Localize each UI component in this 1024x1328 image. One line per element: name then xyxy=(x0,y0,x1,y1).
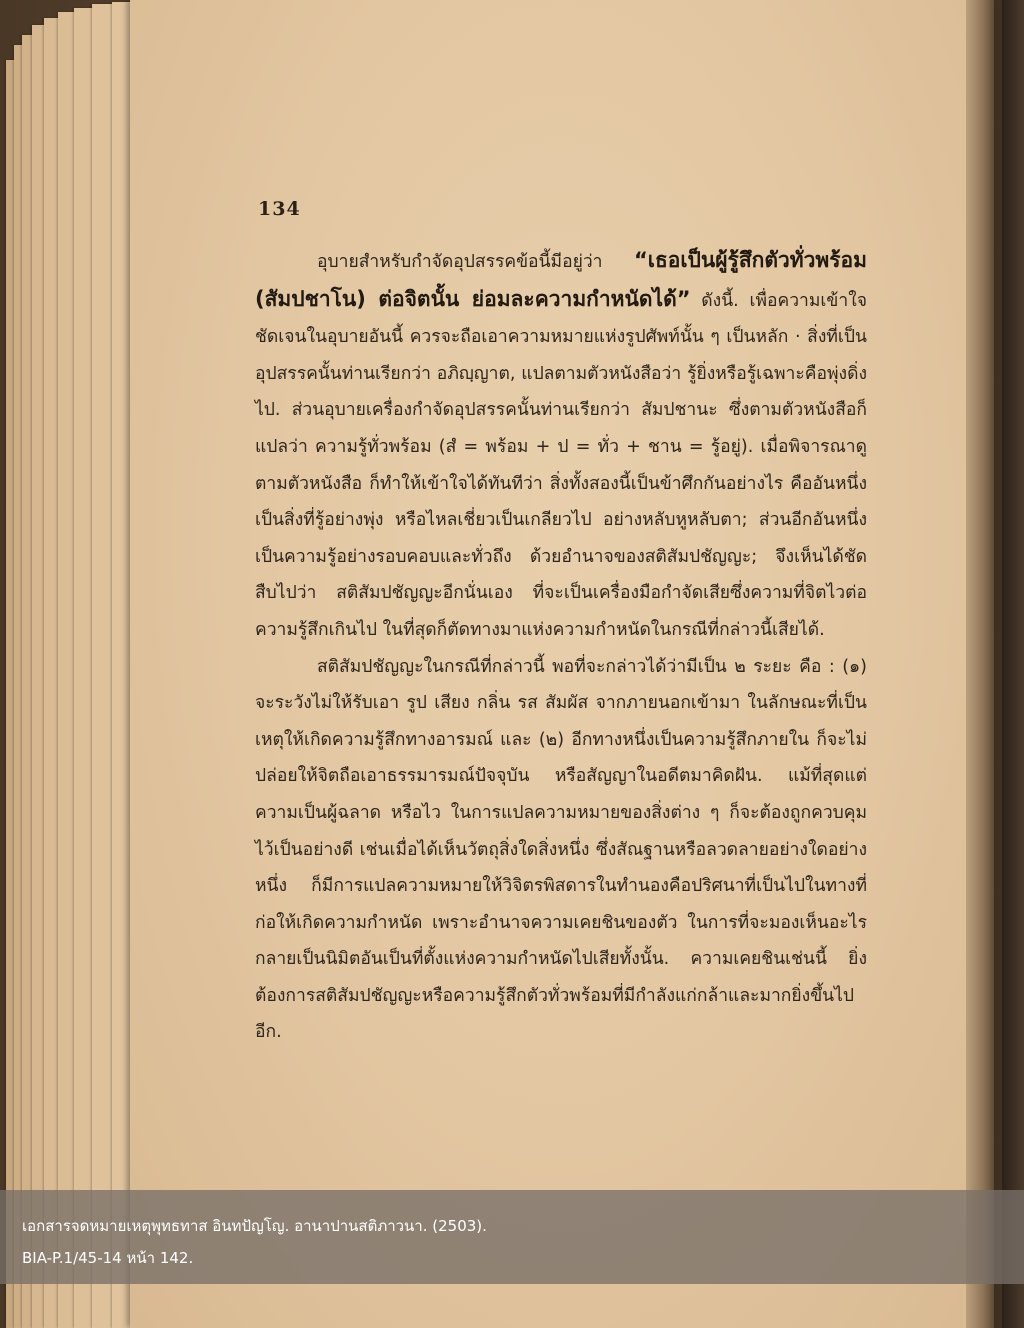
paragraph-2 xyxy=(255,649,867,1052)
page-number: 134 xyxy=(258,198,301,220)
paragraph-1-body: ดังนี้. เพื่อความเข้าใจชัดเจนในอุบายอันนี้ ควรจะถือเอาความหมายแห่งรูปศัพท์นั้น ๆ เป็นหลัก · สิ่งที่เป็นอุปสรรคนั้นท่านเรียกว่า อภิญฺญาต, แปลตามตัวหนังสือว่า รู้ยิ่งหรือรู้เฉพาะคือพุ่งดิ่งไป. ส่วนอุบายเครื่องกำจัดอุปสรรคนั้นท่านเรียกว่า สัมปชานะ ซึ่งตามตัวหนังสือก็แปลว่า ความรู้ทั่วพร้อม (สํ = พร้อม + ป = ทั่ว + ชาน = รู้อยู่). เมื่อพิจารณาดูตามตัวหนังสือ ก็ทำให้เข้าใจได้ทันทีว่า สิ่งทั้งสองนี้เป็นข้าศึกกันอย่างไร คืออันหนึ่งเป็นสิ่งที่รู้อย่างพุ่ง หรือไหลเชี่ยวเป็นเกลียวไป อย่างหลับหูหลับตา; ส่วนอีกอันหนึ่งเป็นความรู้อย่างรอบคอบและทั่วถึง ด้วยอำนาจของสติสัมปชัญญะ; จึงเห็นได้ชัดสืบไปว่า สติสัมปชัญญะอีกนั่นเอง ที่จะเป็นเครื่องมือกำจัดเสียซึ่งความที่จิตไวต่อความรู้สึกเกินไป ในที่สุดก็ตัดทางมาแห่งความกำหนัดในกรณีที่กล่าวนี้เสียได้. xyxy=(255,290,867,640)
archive-caption-bar xyxy=(0,1190,1024,1284)
page-body-text xyxy=(255,242,867,1051)
quoted-teaching: “เธอเป็นผู้รู้สึกตัวทั่วพร้อม (สัมปชาโน) ต่อจิตนั้น ย่อมละความกำหนัดได้” xyxy=(255,248,867,311)
paragraph-1 xyxy=(255,242,867,649)
paragraph-1-prefix: อุบายสำหรับกำจัดอุปสรรคข้อนี้มีอยู่ว่า xyxy=(317,252,634,272)
book-gutter xyxy=(966,0,994,1328)
paragraph-2-body: สติสัมปชัญญะในกรณีที่กล่าวนี้ พอที่จะกล่าวได้ว่ามีเป็น ๒ ระยะ คือ : (๑) จะระวังไม่ให้รับเอา รูป เสียง กลิ่น รส สัมผัส จากภายนอกเข้ามา ในลักษณะที่เป็นเหตุให้เกิดความรู้สึกทางอารมณ์ และ (๒) อีกทางหนึ่งเป็นความรู้สึกภายใน ก็จะไม่ปล่อยให้จิตถือเอาธรรมารมณ์ปัจจุบัน หรือสัญญาในอดีตมาคิดฝัน. แม้ที่สุดแต่ความเป็นผู้ฉลาด หรือไว ในการแปลความหมายของสิ่งต่าง ๆ ก็จะต้องถูกควบคุมไว้เป็นอย่างดี เช่นเมื่อได้เห็นวัตถุสิ่งใดสิ่งหนึ่ง ซึ่งสัณฐานหรือลวดลายอย่างใดอย่างหนึ่ง ก็มีการแปลความหมายให้วิจิตรพิสดารในทำนองคือปริศนาที่เป็นไปในทางที่ก่อให้เกิดความกำหนัด เพราะอำนาจความเคยชินของตัว ในการที่จะมองเห็นอะไรกลายเป็นนิมิตอันเป็นที่ตั้งแห่งความกำหนัดไปเสียทั้งนั้น. ความเคยชินเช่นนี้ ยิ่งต้องการสติสัมปชัญญะหรือความรู้สึกตัวทั่วพร้อมที่มีกำลังแก่กล้าและมากยิ่งขึ้นไปอีก. xyxy=(255,656,867,1043)
facing-page-edge xyxy=(1002,0,1024,1328)
archive-citation: เอกสารจดหมายเหตุพุทธทาส อินทปัญโญ. อานาปานสติภาวนา. (2503). xyxy=(22,1217,487,1235)
archive-reference: BIA-P.1/45-14 หน้า 142. xyxy=(22,1249,194,1267)
